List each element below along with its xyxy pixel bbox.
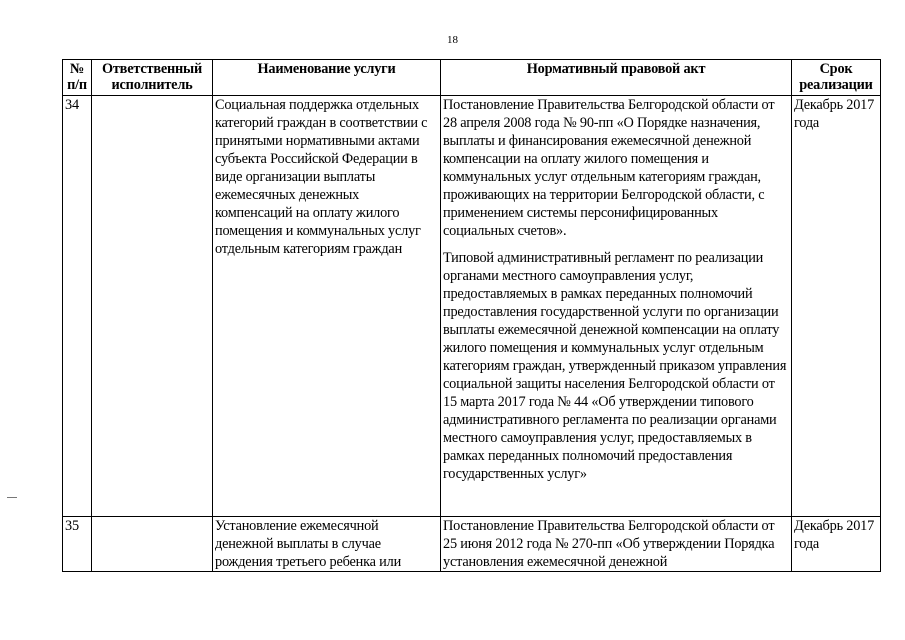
row-deadline: Декабрь 2017 года <box>792 96 881 517</box>
row-act <box>441 96 792 517</box>
row-service: Социальная поддержка отдельных категорий граждан в соответствии с принятыми нормативными актами субъекта Российской Федерации в виде организации выплаты ежемесячных денежных компенсаций на оплату жилого помещения и коммунальных услуг отдельным категориям граждан <box>213 96 441 517</box>
header-deadline: Срок реализации <box>792 60 881 96</box>
row-act <box>441 517 792 572</box>
table-row <box>63 96 881 517</box>
row-executor <box>92 96 213 517</box>
header-num: № п/п <box>63 60 92 96</box>
act-paragraph: Типовой административный регламент по реализации органами местного самоуправления услуг, предоставляемых в рамках переданных полномочий предоставления государственной услуги по организации выплаты ежемесячной денежной компенсации на оплату жилого помещения и коммунальных услуг отдельным категориям граждан, утвержденный приказом управления социальной защиты населения Белгородской области от 15 марта 2017 года № 44 «Об утверждении типового административного регламента по реализации органами местного самоуправления услуг, предоставляемых в рамках переданных полномочий предоставления государственных услуг» <box>443 250 787 482</box>
header-service: Наименование услуги <box>213 60 441 96</box>
header-act: Нормативный правовой акт <box>441 60 792 96</box>
scan-edge-mark <box>7 497 17 498</box>
page-number: 18 <box>447 34 458 46</box>
act-paragraph: Постановление Правительства Белгородской области от 28 апреля 2008 года № 90-пп «О Порядке назначения, выплаты и финансирования ежемесячной денежной компенсации на оплату жилого помещения и коммунальных услуг отдельным категориям граждан, проживающих на территории Белгородской области, с применением системы персонифицированных социальных счетов». <box>443 97 775 239</box>
row-executor <box>92 517 213 572</box>
table-header-row <box>63 60 881 96</box>
act-paragraph: Постановление Правительства Белгородской области от 25 июня 2012 года № 270-пп «Об утверждении Порядка установления ежемесячной денежной <box>443 518 775 570</box>
row-service: Установление ежемесячной денежной выплаты в случае рождения третьего ребенка или <box>213 517 441 572</box>
row-deadline: Декабрь 2017 года <box>792 517 881 572</box>
row-number: 34 <box>63 96 92 517</box>
header-executor: Ответственный исполнитель <box>92 60 213 96</box>
services-table <box>62 59 881 572</box>
row-number: 35 <box>63 517 92 572</box>
table-row <box>63 517 881 572</box>
